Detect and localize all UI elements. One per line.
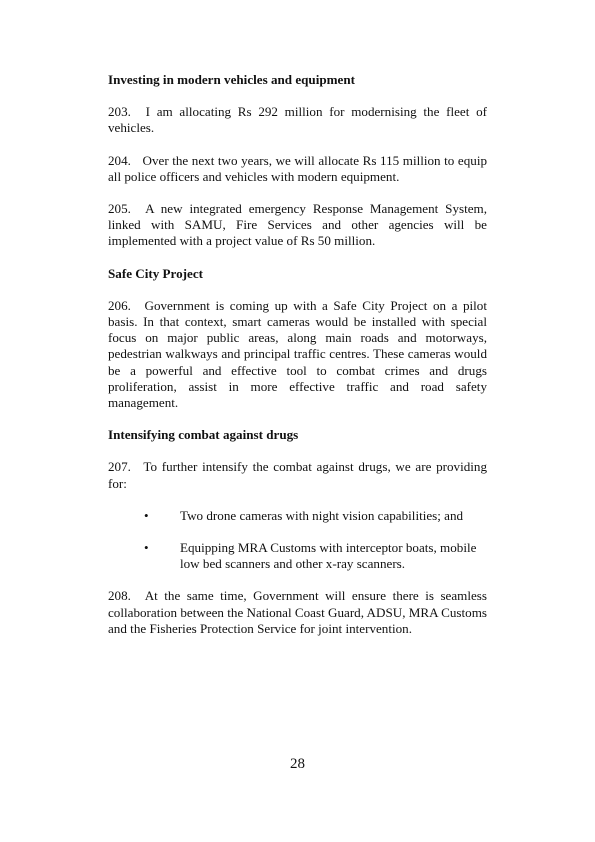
page-number: 28 <box>290 756 305 772</box>
bullet-list <box>108 508 487 573</box>
paragraph-number: 203. <box>108 104 131 120</box>
paragraph-number: 206. <box>108 297 131 313</box>
bullet-text: Two drone cameras with night vision capabilities; and <box>180 507 464 523</box>
paragraph-number: 207. <box>108 459 131 475</box>
paragraph-text: Government is coming up with a Safe City Project on a pilot basis. In that context, smart cameras would be installed with special focus on major public areas, along main roads and motorways, pedestrian walkways and principal traffic centres. These cameras would be a powerful and effective tool to combat crimes and drugs proliferation, assist in more effective traffic and road safety management. <box>108 297 487 411</box>
paragraph-207 <box>108 459 487 491</box>
paragraph-number: 204. <box>108 152 131 168</box>
paragraph-203 <box>108 104 487 136</box>
bullet-item <box>108 508 487 524</box>
paragraph-number: 205. <box>108 201 131 217</box>
section-heading-vehicles: Investing in modern vehicles and equipment <box>108 72 355 87</box>
paragraph-text: I am allocating Rs 292 million for modernising the fleet of vehicles. <box>108 104 487 136</box>
paragraph-text: Over the next two years, we will allocate Rs 115 million to equip all police officers and vehicles with modern equipment. <box>108 152 488 184</box>
bullet-icon: • <box>144 507 149 523</box>
bullet-item <box>108 540 487 572</box>
paragraph-number: 208. <box>108 588 131 604</box>
section-heading-safe-city: Safe City Project <box>108 265 204 281</box>
section-heading-drugs: Intensifying combat against drugs <box>108 427 299 443</box>
paragraph-208 <box>108 588 487 637</box>
paragraph-205 <box>108 201 487 250</box>
paragraph-text: To further intensify the combat against drugs, we are providing for: <box>108 459 488 491</box>
page-content <box>108 72 487 653</box>
bullet-text: Equipping MRA Customs with interceptor boats, mobile low bed scanners and other x-ray scanners. <box>180 540 477 572</box>
paragraph-206 <box>108 298 487 411</box>
paragraph-204 <box>108 153 487 185</box>
paragraph-text: At the same time, Government will ensure there is seamless collaboration between the National Coast Guard, ADSU, MRA Customs and the Fisheries Protection Service for joint intervention. <box>108 588 487 636</box>
bullet-icon: • <box>144 540 149 556</box>
paragraph-text: A new integrated emergency Response Management System, linked with SAMU, Fire Services and other agencies will be implemented with a project value of Rs 50 million. <box>108 201 487 249</box>
